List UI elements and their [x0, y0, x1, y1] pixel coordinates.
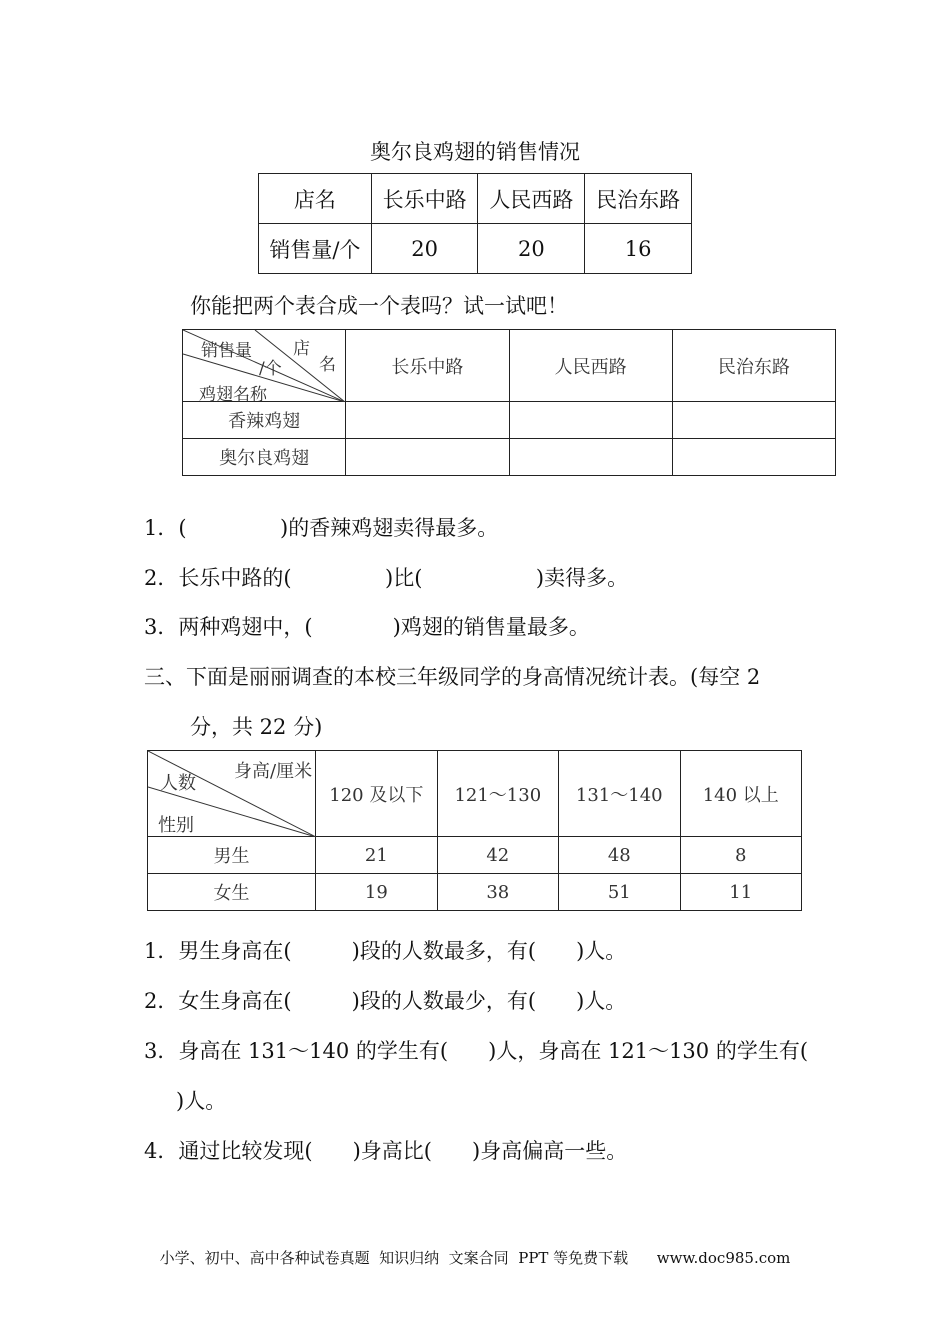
table-row	[259, 224, 692, 274]
table-row	[148, 751, 802, 837]
table-cell: 48	[559, 837, 680, 874]
blank-cell[interactable]	[672, 439, 835, 476]
row-label: 销售量/个	[259, 224, 372, 274]
table-cell: 16	[585, 224, 692, 274]
table-cell: 21	[316, 837, 437, 874]
table-header-cell: 长乐中路	[371, 174, 478, 224]
blank-cell[interactable]	[509, 439, 672, 476]
diag-name-label: 鸡翅名称	[199, 385, 267, 405]
height-table	[147, 750, 802, 911]
merged-table	[182, 329, 836, 476]
diag-unit-label: /个	[259, 359, 282, 379]
question-3: 3．两种鸡翅中，( )鸡翅的销售量最多。	[144, 615, 590, 639]
table-cell: 38	[437, 874, 558, 911]
diag-store-label-1: 店	[293, 339, 310, 359]
table-header-cell: 长乐中路	[346, 330, 509, 402]
blank-cell[interactable]	[509, 402, 672, 439]
table-row	[148, 837, 802, 874]
height-question-4: 4．通过比较发现( )身高比( )身高偏高一些。	[144, 1139, 628, 1163]
diagonal-header-cell	[148, 751, 316, 837]
table1-title: 奥尔良鸡翅的销售情况	[370, 140, 580, 164]
table-row	[183, 439, 836, 476]
diag-sales-label: 销售量	[201, 341, 252, 361]
table-row	[259, 174, 692, 224]
table-cell: 42	[437, 837, 558, 874]
height-question-3: 3．身高在 131～140 的学生有( )人，身高在 121～130 的学生有(	[144, 1039, 809, 1063]
table-row	[148, 874, 802, 911]
diag-height-label: 身高/厘米	[234, 761, 313, 782]
blank-cell[interactable]	[346, 439, 509, 476]
page-footer: 小学、初中、高中各种试卷真题 知识归纳 文案合同 PPT 等免费下载 www.doc985.com	[159, 1249, 791, 1267]
row-label: 男生	[148, 837, 316, 874]
row-label: 女生	[148, 874, 316, 911]
table-header-cell: 131～140	[559, 751, 680, 837]
height-question-2: 2．女生身高在( )段的人数最少，有( )人。	[144, 989, 627, 1013]
merge-prompt: 你能把两个表合成一个表吗？试一试吧！	[190, 294, 568, 318]
table-header-cell: 店名	[259, 174, 372, 224]
section3-heading-cont: 分，共 22 分)	[190, 715, 323, 739]
table-header-cell: 人民西路	[478, 174, 585, 224]
table-header-cell: 140 以上	[680, 751, 802, 837]
table-row	[183, 330, 836, 402]
diag-store-label-2: 名	[319, 355, 336, 375]
table-cell: 19	[316, 874, 437, 911]
table-header-cell: 121～130	[437, 751, 558, 837]
table-row	[183, 402, 836, 439]
diag-gender-label: 性别	[158, 815, 194, 836]
height-question-1: 1．男生身高在( )段的人数最多，有( )人。	[144, 939, 627, 963]
height-question-3-cont: )人。	[176, 1089, 227, 1113]
row-label: 奥尔良鸡翅	[183, 439, 346, 476]
blank-cell[interactable]	[346, 402, 509, 439]
table-cell: 20	[478, 224, 585, 274]
table-cell: 20	[371, 224, 478, 274]
question-2: 2．长乐中路的( )比( )卖得多。	[144, 566, 629, 590]
table-cell: 51	[559, 874, 680, 911]
sales-table	[258, 173, 692, 274]
section3-heading: 三、下面是丽丽调查的本校三年级同学的身高情况统计表。(每空 2	[144, 665, 761, 689]
table-header-cell: 民治东路	[585, 174, 692, 224]
table-cell: 8	[680, 837, 802, 874]
table-header-cell: 人民西路	[509, 330, 672, 402]
table-cell: 11	[680, 874, 802, 911]
table-header-cell: 民治东路	[672, 330, 835, 402]
diag-count-label: 人数	[160, 773, 196, 794]
row-label: 香辣鸡翅	[183, 402, 346, 439]
table-header-cell: 120 及以下	[316, 751, 437, 837]
blank-cell[interactable]	[672, 402, 835, 439]
question-1: 1．( )的香辣鸡翅卖得最多。	[144, 516, 499, 540]
diagonal-header-cell	[183, 330, 346, 405]
